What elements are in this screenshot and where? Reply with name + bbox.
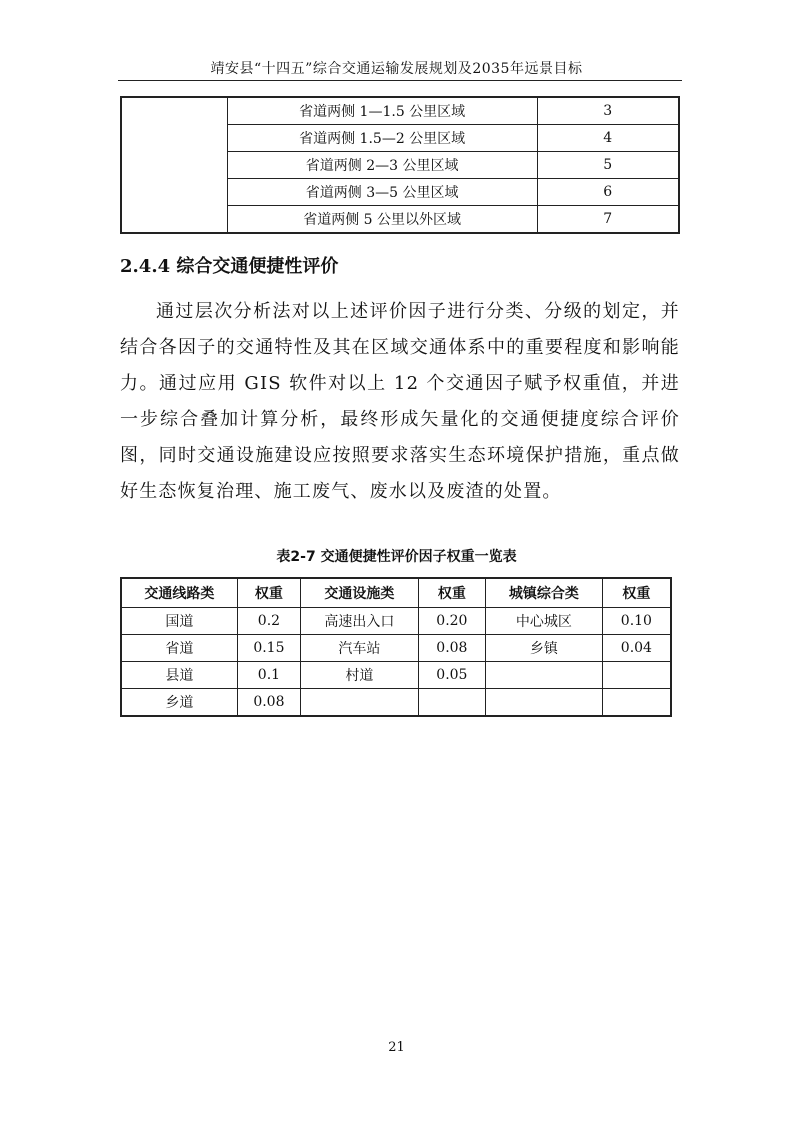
header-cell: 交通设施类 xyxy=(301,578,419,608)
weight-table xyxy=(120,577,672,717)
table-cell: 乡镇 xyxy=(486,635,603,662)
table-cell xyxy=(301,689,419,717)
table-cell: 0.05 xyxy=(418,662,485,689)
table-cell: 0.20 xyxy=(418,608,485,635)
header-cell: 权重 xyxy=(237,578,300,608)
table-cell: 0.04 xyxy=(602,635,671,662)
table-cell: 县道 xyxy=(121,662,237,689)
score-cell: 5 xyxy=(537,152,679,179)
table-cell: 0.2 xyxy=(237,608,300,635)
table-cell: 0.1 xyxy=(237,662,300,689)
table-row xyxy=(121,97,679,125)
table-row xyxy=(121,689,671,717)
grading-table-continued xyxy=(120,96,680,234)
table-cell: 省道 xyxy=(121,635,237,662)
page-header: 靖安县“十四五”综合交通运输发展规划及2035年远景目标 xyxy=(210,61,583,77)
page-number: 21 xyxy=(388,1040,405,1055)
body-paragraph: 通过层次分析法对以上述评价因子进行分类、分级的划定，并结合各因子的交通特性及其在区域交通体系中的重要程度和影响能力。通过应用 GIS 软件对以上 12 个交通因子赋予权重值，并进一步综合叠加计算分析，最终形成矢量化的交通便捷度综合评价图，同时交通设施建设应按照要求落实生态环境保护措施，重点做好生态恢复治理、施工废气、废水以及废渣的处置。 xyxy=(120,301,680,502)
table-cell: 中心城区 xyxy=(486,608,603,635)
table-row xyxy=(121,608,671,635)
area-cell: 省道两侧 1—1.5 公里区域 xyxy=(227,97,537,125)
score-cell: 3 xyxy=(537,97,679,125)
header-cell: 权重 xyxy=(602,578,671,608)
section-heading: 2.4.4 综合交通便捷性评价 xyxy=(120,256,339,277)
table-cell xyxy=(486,662,603,689)
table-cell xyxy=(602,689,671,717)
table-row xyxy=(121,662,671,689)
area-cell: 省道两侧 3—5 公里区域 xyxy=(227,179,537,206)
table-header-row xyxy=(121,578,671,608)
score-cell: 4 xyxy=(537,125,679,152)
table-cell: 0.08 xyxy=(418,635,485,662)
table-cell: 0.15 xyxy=(237,635,300,662)
header-cell: 城镇综合类 xyxy=(486,578,603,608)
table-cell: 0.08 xyxy=(237,689,300,717)
score-cell: 6 xyxy=(537,179,679,206)
area-cell: 省道两侧 2—3 公里区域 xyxy=(227,152,537,179)
table-cell xyxy=(418,689,485,717)
table-cell xyxy=(486,689,603,717)
table-cell: 汽车站 xyxy=(301,635,419,662)
header-rule xyxy=(118,80,682,81)
table-row xyxy=(121,635,671,662)
header-cell: 权重 xyxy=(418,578,485,608)
area-cell: 省道两侧 5 公里以外区域 xyxy=(227,206,537,234)
table-cell: 村道 xyxy=(301,662,419,689)
table-caption: 表2-7 交通便捷性评价因子权重一览表 xyxy=(276,549,517,565)
area-cell: 省道两侧 1.5—2 公里区域 xyxy=(227,125,537,152)
table-cell: 0.10 xyxy=(602,608,671,635)
score-cell: 7 xyxy=(537,206,679,234)
table-cell: 高速出入口 xyxy=(301,608,419,635)
merged-category-cell xyxy=(121,97,227,233)
table-cell: 国道 xyxy=(121,608,237,635)
table-cell xyxy=(602,662,671,689)
table-cell: 乡道 xyxy=(121,689,237,717)
header-cell: 交通线路类 xyxy=(121,578,237,608)
